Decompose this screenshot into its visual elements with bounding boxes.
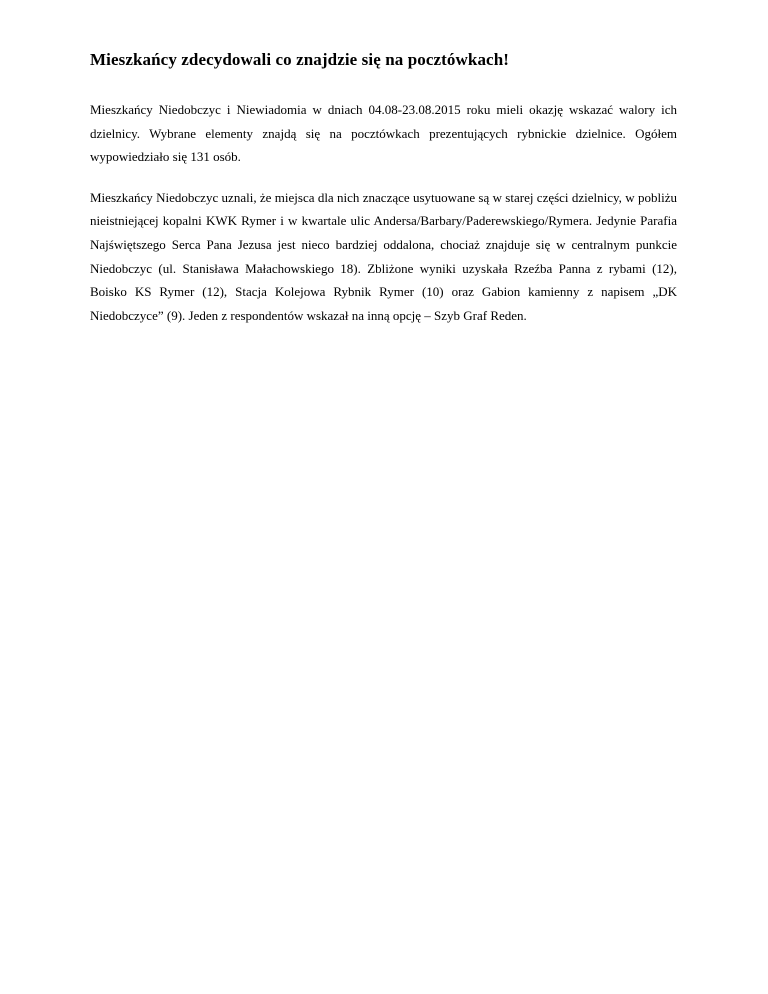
document-title: Mieszkańcy zdecydowali co znajdzie się na pocztówkach! — [90, 50, 510, 69]
paragraph-results: Mieszkańcy Niedobczyc uznali, że miejsca dla nich znaczące usytuowane są w starej części dzielnicy, w pobliżu nieistniejącej kopalni KWK Rymer i w kwartale ulic Andersa/Barbary/Paderewskiego/Rymera. Jedynie Parafia Najświętszego Serca Pana Jezusa jest nieco bardziej oddalona, chociaż znajduje się w centralnym punkcie Niedobczyc (ul. Stanisława Małachowskiego 18). Zbliżone wyniki uzyskała Rzeźba Panna z rybami (12), Boisko KS Rymer (12), Stacja Kolejowa Rybnik Rymer (10) oraz Gabion kamienny z napisem „DK Niedobczyce” (9). Jeden z respondentów wskazał na inną opcję – Szyb Graf Reden. — [90, 189, 677, 323]
document-page — [90, 49, 677, 327]
paragraph-intro: Mieszkańcy Niedobczyc i Niewiadomia w dniach 04.08-23.08.2015 roku mieli okazję wskazać walory ich dzielnicy. Wybrane elementy znajdą się na pocztówkach prezentujących rybnickie dzielnice. Ogółem wypowiedziało się 131 osób. — [90, 102, 677, 165]
